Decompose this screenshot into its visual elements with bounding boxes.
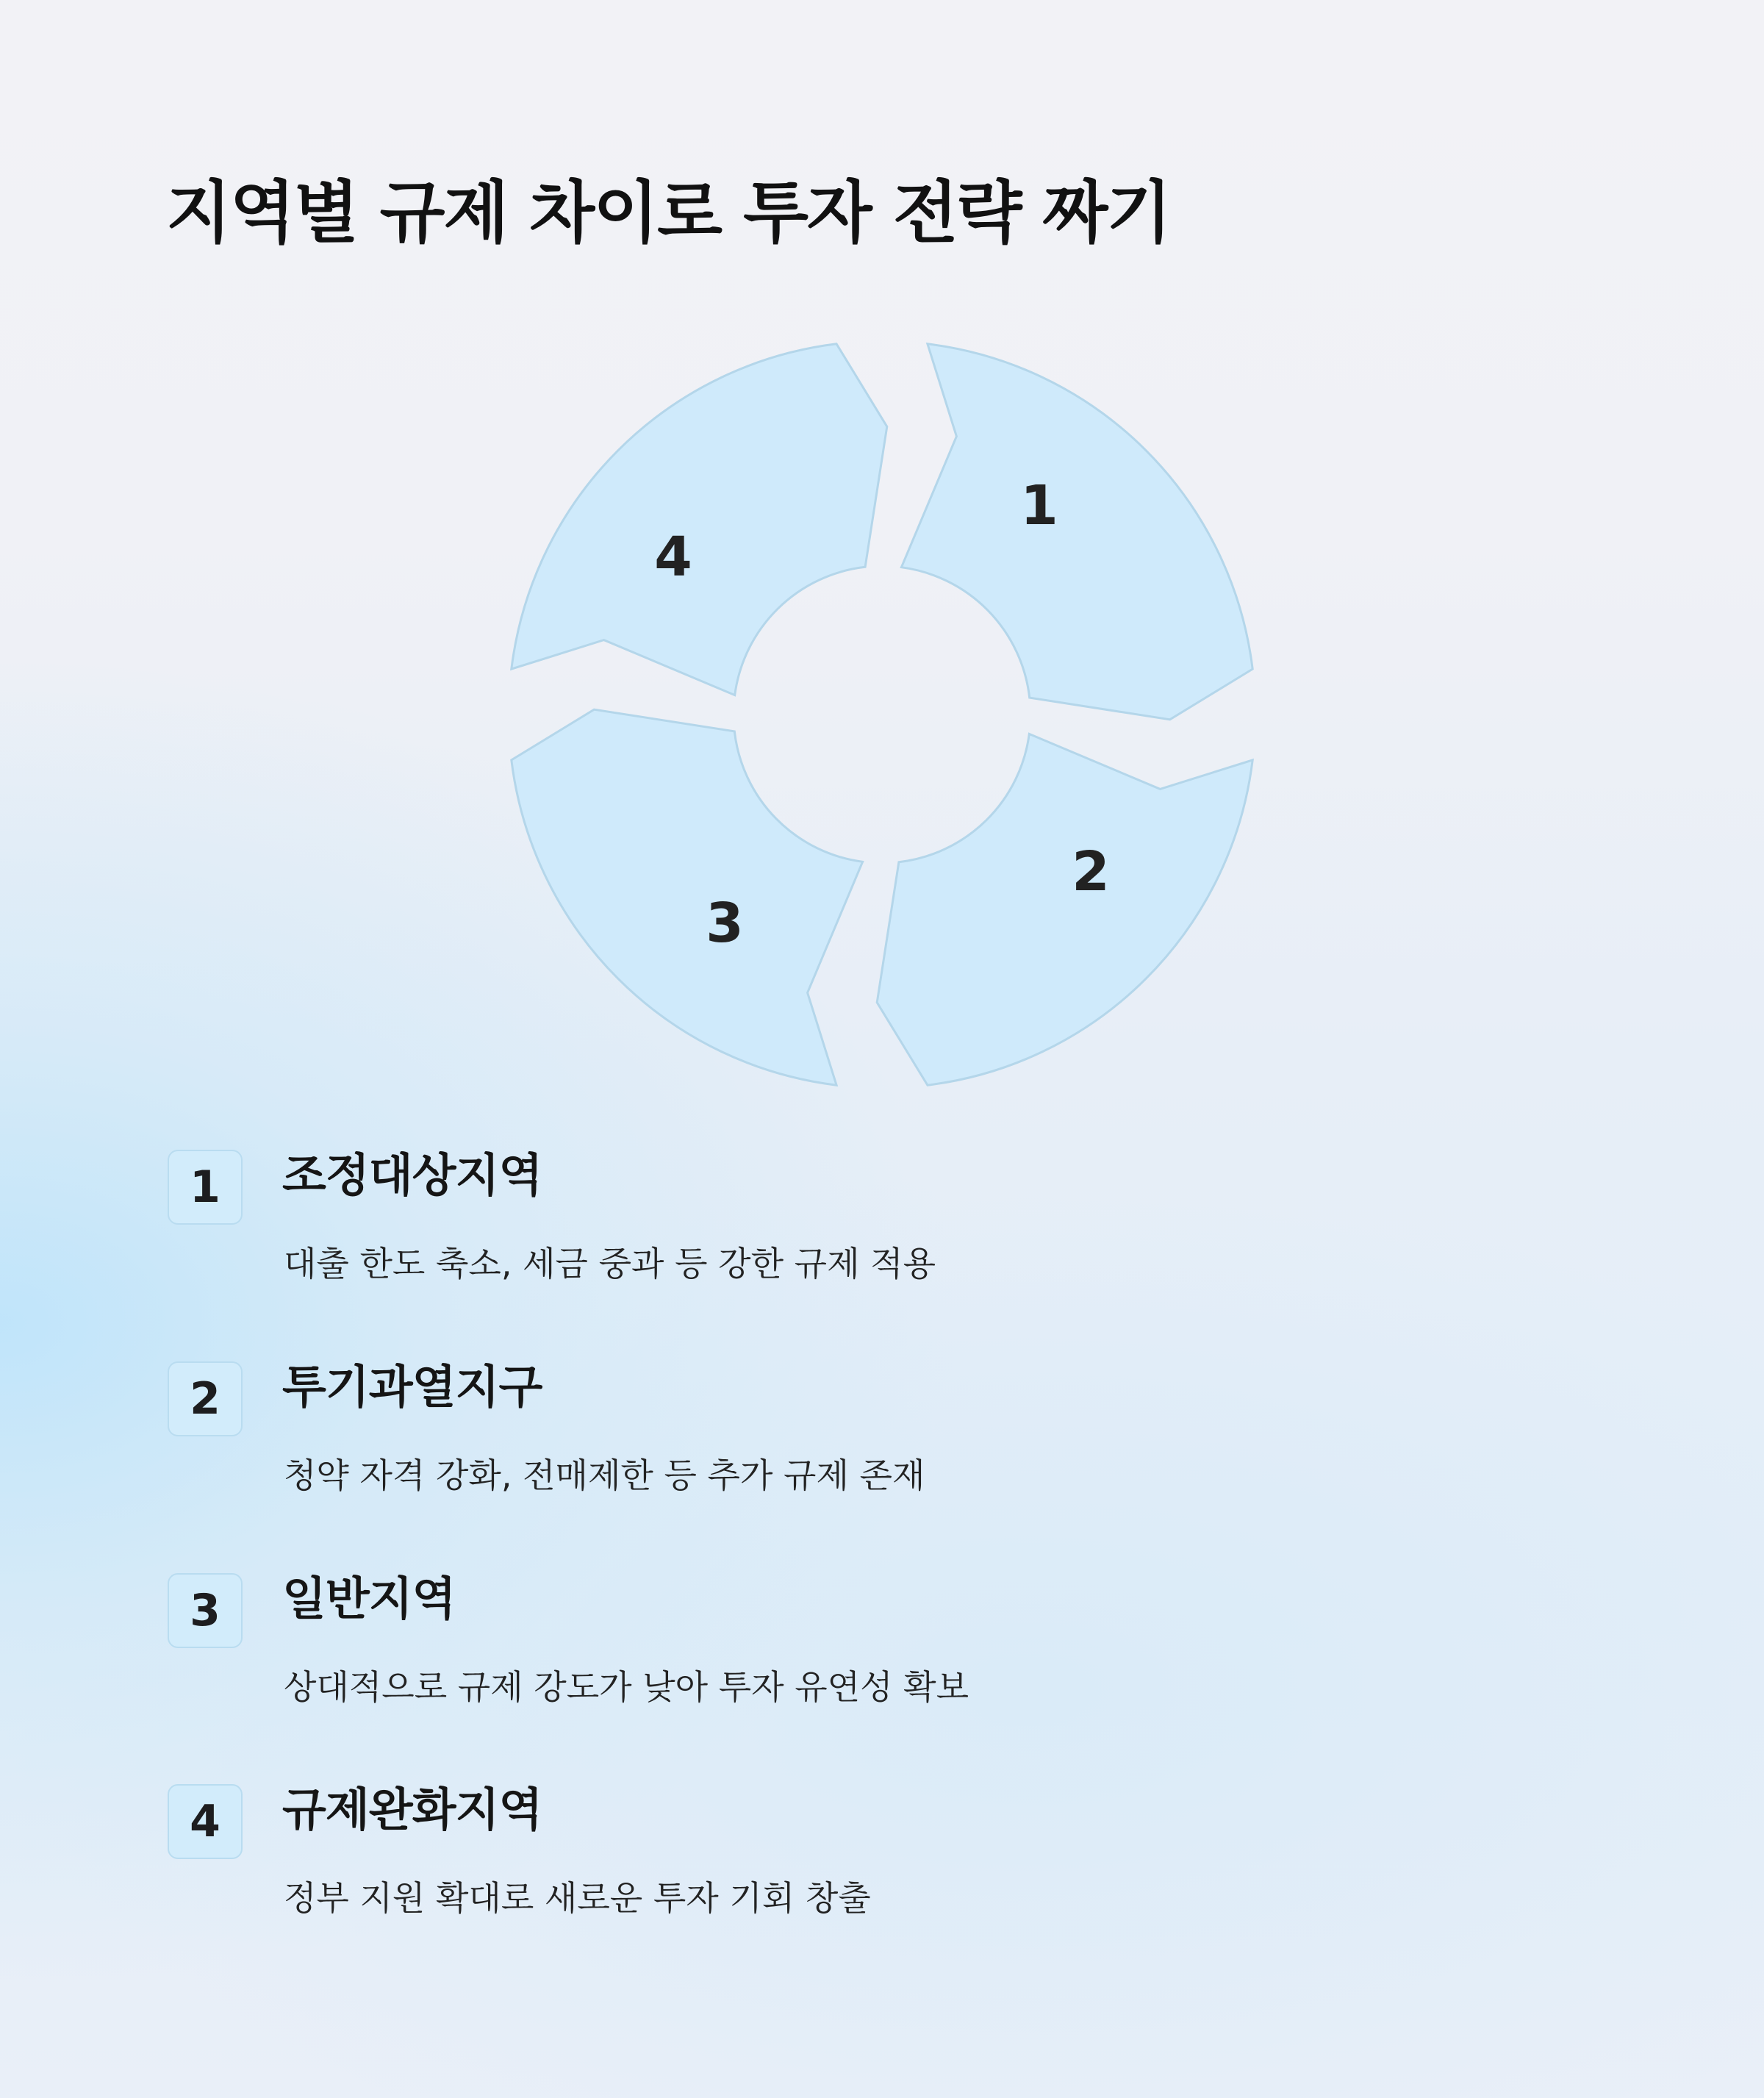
list-item [168,1361,1564,1538]
step-badge: 4 [168,1784,243,1859]
item-title: 조정대상지역 [282,1148,542,1202]
item-description: 정부 지원 확대로 새로운 투자 기회 창출 [284,1878,871,1918]
cycle-segment-number: 3 [706,892,744,955]
step-badge: 3 [168,1573,243,1648]
list-item [168,1784,1564,1961]
step-badge: 2 [168,1361,243,1436]
page-title: 지역별 규제 차이로 투자 전략 짜기 [166,173,1171,252]
cycle-segments [512,344,1252,1085]
cycle-segment-number: 2 [1072,840,1110,903]
list-item [168,1150,1564,1326]
item-description: 상대적으로 규제 강도가 낮아 투자 유연성 확보 [284,1667,969,1707]
cycle-segment-3 [512,709,863,1085]
item-description: 청약 자격 강화, 전매제한 등 추가 규제 존재 [284,1456,925,1495]
item-title: 투기과열지구 [282,1360,542,1414]
item-title: 일반지역 [282,1572,456,1625]
cycle-segment-1 [901,344,1252,720]
list-item [168,1573,1564,1750]
cycle-segment-number: 4 [654,526,692,589]
item-description: 대출 한도 축소, 세금 중과 등 강한 규제 적용 [284,1244,936,1283]
cycle-segment-number: 1 [1020,474,1058,537]
item-title: 규제완화지역 [282,1783,542,1836]
cycle-segment-2 [877,734,1252,1085]
cycle-segment-4 [512,344,887,695]
step-badge: 1 [168,1150,243,1225]
